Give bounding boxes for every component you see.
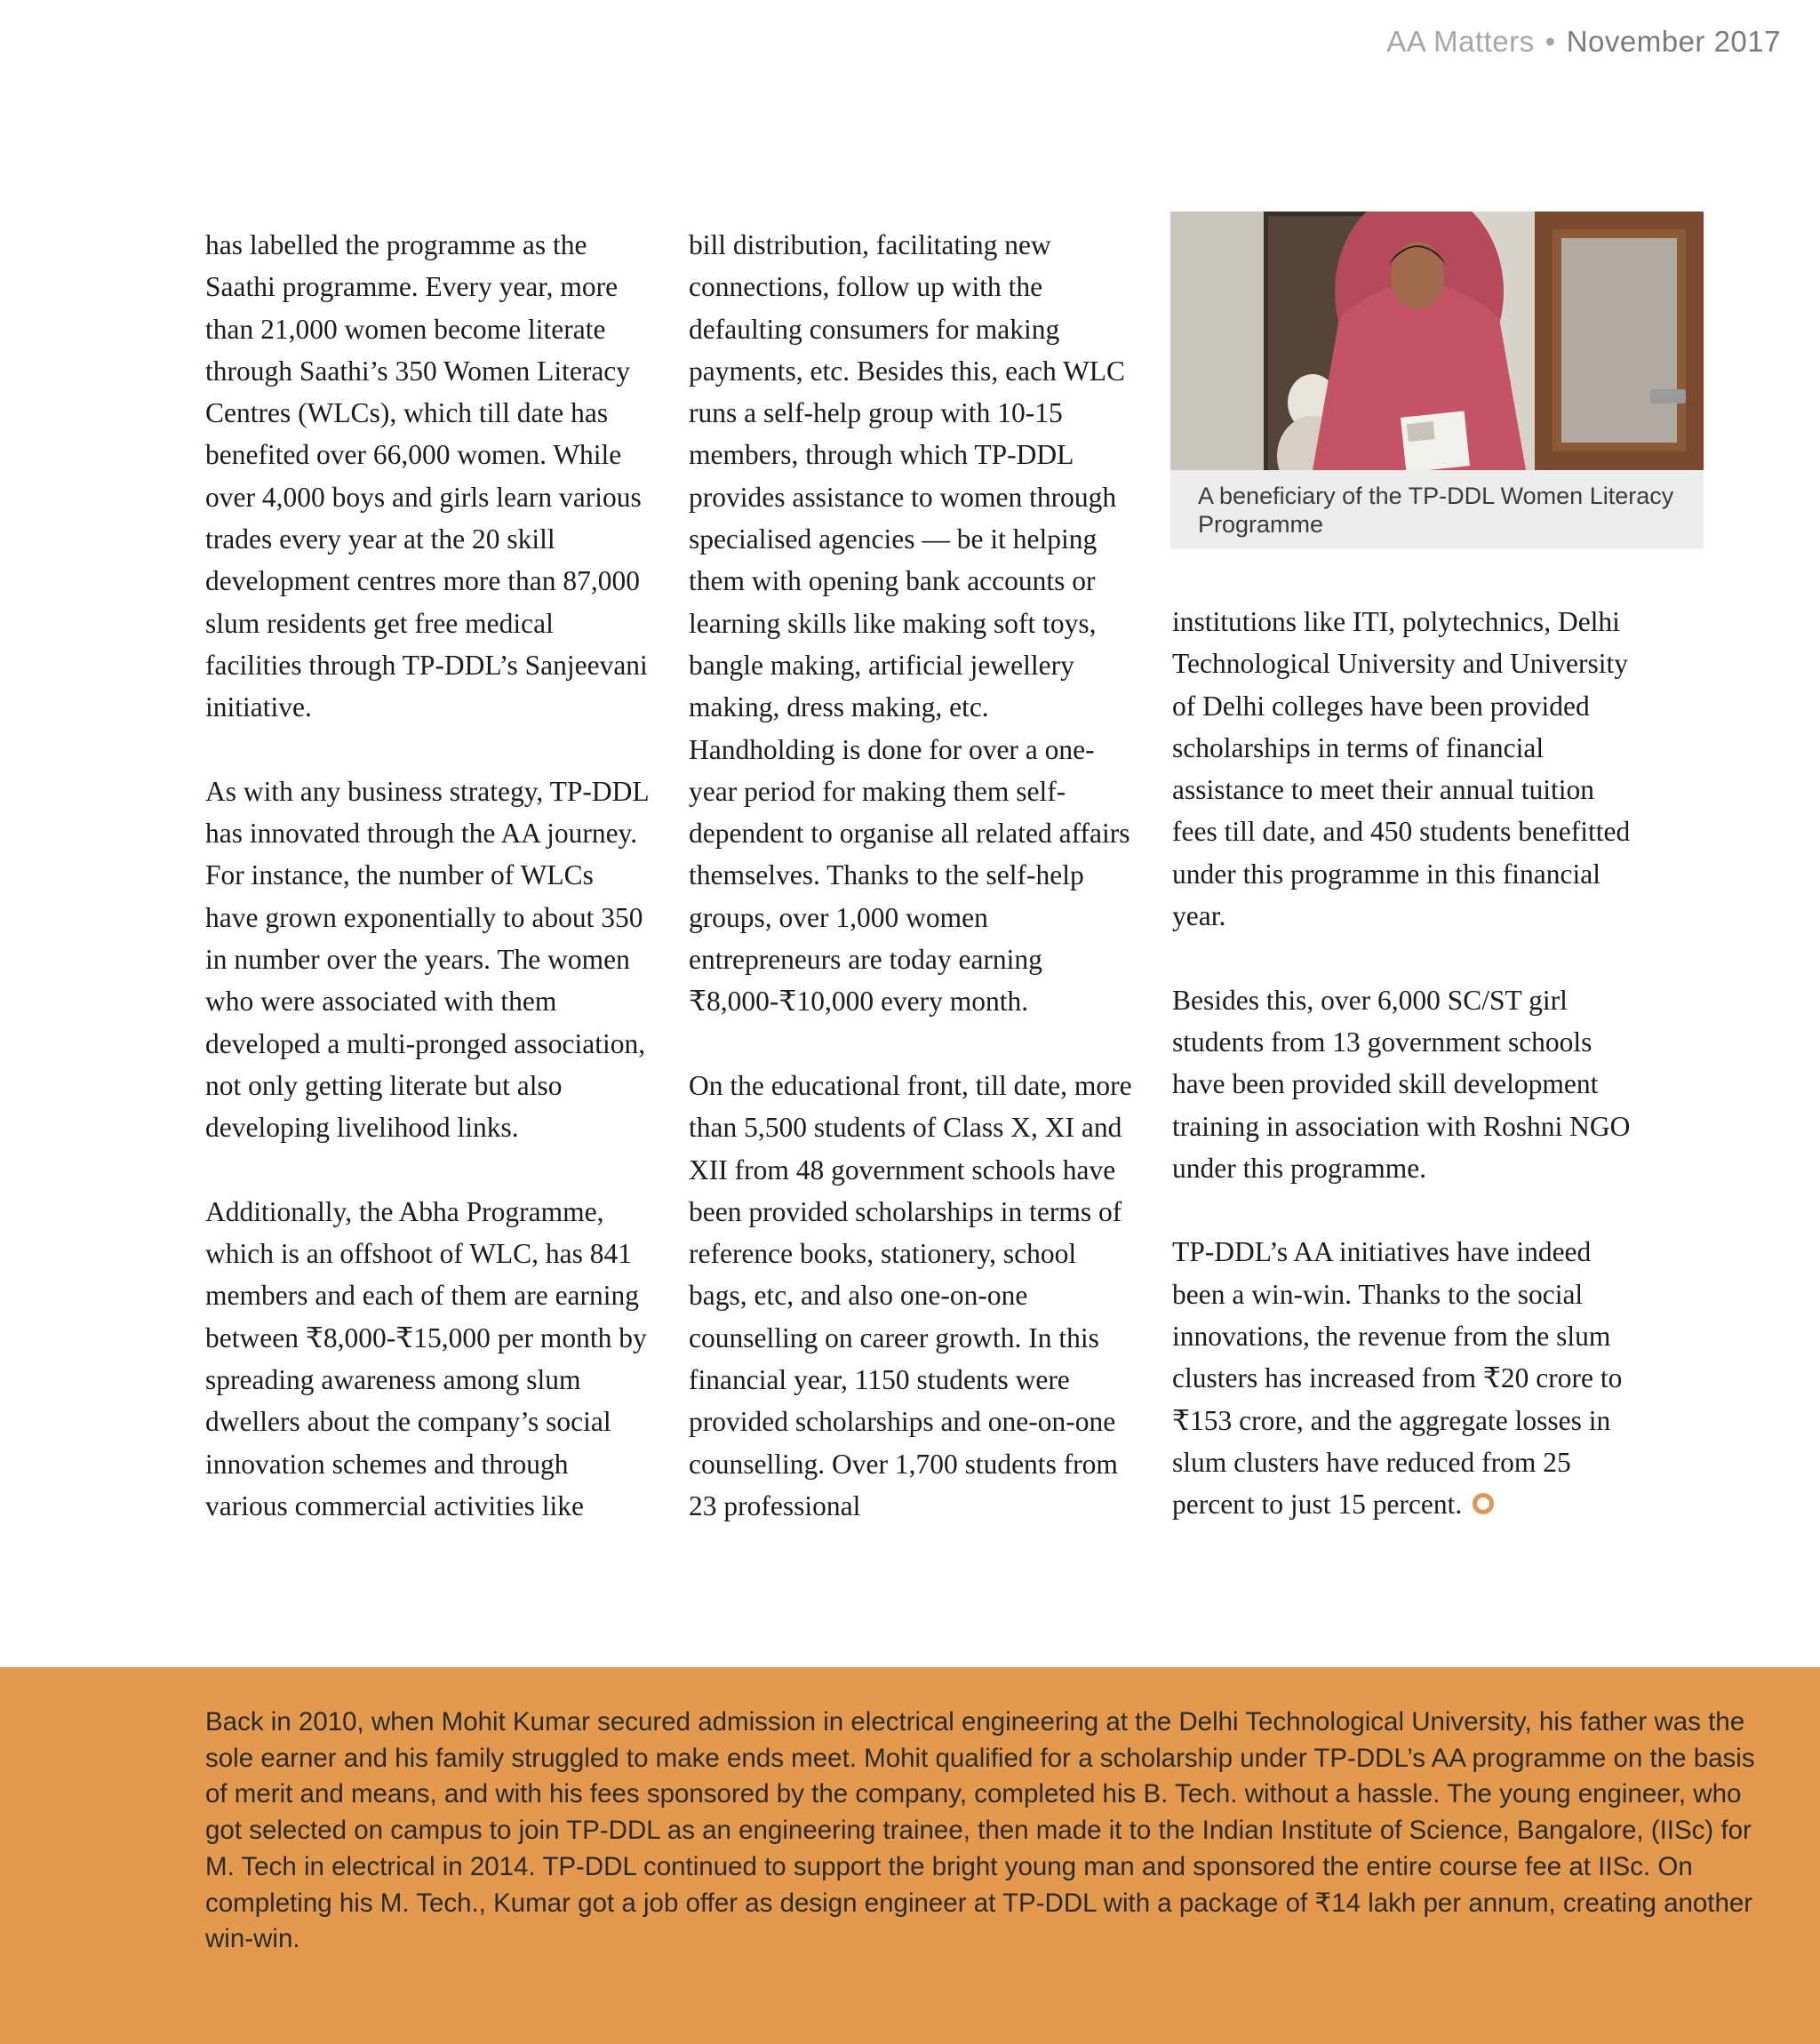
column-3-paragraph-1: institutions like ITI, polytechnics, Delhi Technological University and University of Delhi colleges have been provided scholarships in terms of financial assistance to meet their annual tuition fees till date, and 450 students benefitted under this programme in this financial year. xyxy=(1172,606,1631,932)
column-1-paragraph-1: has labelled the programme as the Saathi programme. Every year, more than 21,000 women become literate through Saathi’s 350 Women Literacy Centres (WLCs), which till date has benefited over 66,000 women. While over 4,000 boys and girls learn various trades every year at the 20 skill development centres more than 87,000 slum residents get free medical facilities through TP-DDL’s Sanjeevani initiative. xyxy=(205,229,648,723)
column-1-paragraph-3: Additionally, the Abha Programme, which is an offshoot of WLC, has 841 members and each of them are earning between ₹8,000-₹15,000 per month by spreading awareness among slum dwellers about the company’s social innovation schemes and through various commercial activities like xyxy=(205,1195,647,1521)
photo-caption: A beneficiary of the TP-DDL Women Literacy Programme xyxy=(1198,483,1674,538)
end-of-article-icon xyxy=(1473,1493,1494,1514)
article-column-2 xyxy=(689,224,1133,1527)
case-study-text: Back in 2010, when Mohit Kumar secured admission in electrical engineering at the Delhi Technological University, his father was the sole earner and his family struggled to make ends meet. Mohit qualified for a scholarship under TP-DDL’s AA programme on the basis of merit and means, and with his fees sponsored by the company, completed his B. Tech. without a hassle. The young engineer, who got selected on campus to join TP-DDL as an engineering trainee, then made it to the Indian Institute of Science, Bangalore, (IISc) for M. Tech in electrical in 2014. TP-DDL continued to support the bright young man and sponsored the entire course fee at IISc. On completing his M. Tech., Kumar got a job offer as design engineer at TP-DDL with a package of ₹14 lakh per annum, creating another win-win. xyxy=(205,1707,1755,1954)
column-3-paragraph-2: Besides this, over 6,000 SC/ST girl students from 13 government schools have been provided skill development training in association with Roshni NGO under this programme. xyxy=(1172,984,1631,1184)
column-1-paragraph-2: As with any business strategy, TP-DDL has innovated through the AA journey. For instance, the number of WLCs have grown exponentially to about 350 in number over the years. The women who were associated with them developed a multi-pronged association, not only getting literate but also developing livelihood links. xyxy=(205,775,649,1144)
column-3-paragraph-3 xyxy=(1172,1231,1634,1525)
issue-date: November 2017 xyxy=(1566,25,1781,58)
article-column-3 xyxy=(1172,601,1634,1526)
running-header xyxy=(1386,25,1781,59)
header-separator: • xyxy=(1545,25,1556,58)
beneficiary-photo xyxy=(1170,212,1704,470)
photo-figure xyxy=(1170,212,1704,549)
publication-name: AA Matters xyxy=(1386,25,1535,58)
article-column-1 xyxy=(205,224,650,1527)
column-3-paragraph-3-text: TP-DDL’s AA initiatives have indeed been a win-win. Thanks to the social innovations, the revenue from the slum clusters has increased from ₹20 crore to ₹153 crore, and the aggregate losses in slum clusters have reduced from 25 percent to just 15 percent. xyxy=(1172,1236,1623,1521)
column-2-paragraph-2: On the educational front, till date, more than 5,500 students of Class X, XI and XII from 48 government schools have been provided scholarships in terms of reference books, stationery, school bags, etc, and also one-on-one counselling on career growth. In this financial year, 1150 students were provided scholarships and one-on-one counselling. Over 1,700 students from 23 professional xyxy=(689,1069,1132,1521)
column-2-paragraph-1: bill distribution, facilitating new connections, follow up with the defaulting consumers for making payments, etc. Besides this, each WLC runs a self-help group with 10-15 members, through which TP-DDL provides assistance to women through specialised agencies — be it helping them with opening bank accounts or learning skills like making soft toys, bangle making, artificial jewellery making, dress making, etc. Handholding is done for over a one-year period for making them self-dependent to organise all related affairs themselves. Thanks to the self-help groups, over 1,000 women entrepreneurs are today earning ₹8,000-₹10,000 every month. xyxy=(689,229,1130,1018)
case-study-sidebar xyxy=(0,1667,1820,2044)
beneficiary-photo-illustration xyxy=(1170,212,1704,470)
